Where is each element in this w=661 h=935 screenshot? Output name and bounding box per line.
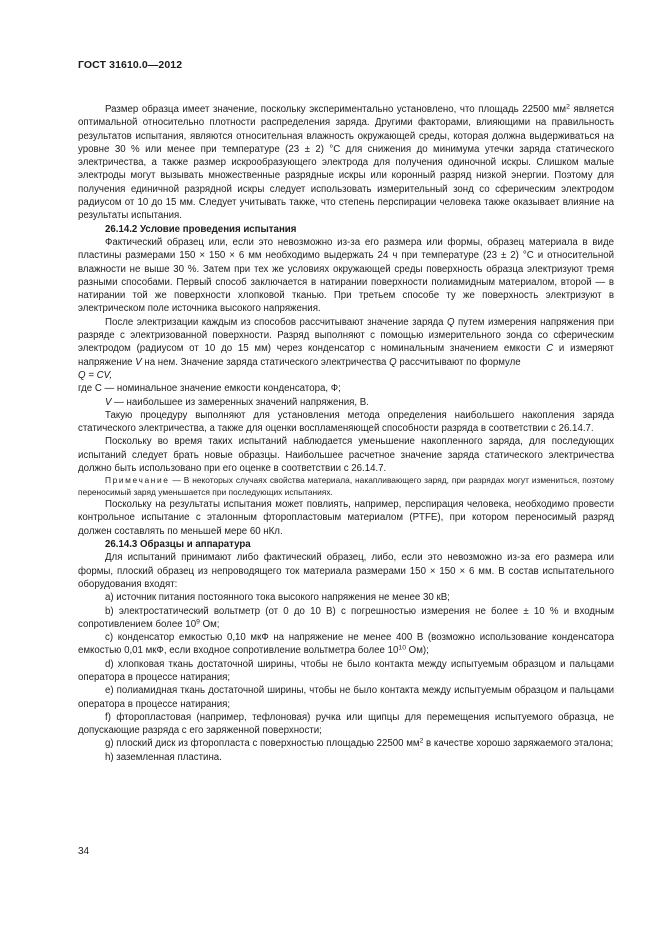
document-header: ГОСТ 31610.0—2012 xyxy=(78,59,183,71)
paragraph-procedure-purpose: Такую процедуру выполняют для установления метода определения наибольшего накопления заряда статического электричества, а также для оценки воспламеняющей способности разряда в соответствии с 26.14.7. xyxy=(78,409,614,435)
where-voltage: V — наибольшее из замеренных значений напряжения, В. xyxy=(105,396,369,408)
list-item-a: а) источник питания постоянного тока высокого напряжения не менее 30 кВ; xyxy=(105,592,450,604)
list-item-e: е) полиамидная ткань достаточной ширины, чтобы не было контакта между испытуемым образцом и пальцами оператора в процессе натирания; xyxy=(78,685,614,710)
note-material-change: Примечание — В некоторых случаях свойства материала, накапливающего заряд, при разрядах могут измениться, поэтому переносимый заряд уменьшается при последующих испытаниях. xyxy=(78,475,614,497)
paragraph-test-conditions: Фактический образец или, если это невозможно из-за его размера или формы, образец материала в виде пластины размерами 150 × 150 × 6 мм необходимо выдержать 24 ч при температуре (23 ± 2) °С и относительной влажности не выше 30 %. Затем при тех же условиях окружающей среды поверхность образца электризуют тремя разными способами. Первый способ заключается в натирании поверхности полиамидным материалом, второй — в натирании той же поверхности хлопковой тканью. При третьем способе ту же поверхность электризуют в электрическом поле источника высокого напряжения. xyxy=(78,236,614,315)
list-item-f: f) фторопластовая (например, тефлоновая) ручка или щипцы для перемещения испытуемого образца, не допускающие разряда с его заряженной поверхности; xyxy=(78,711,614,737)
paragraph-charge-calculation: После электризации каждым из способов рассчитывают значение заряда Q путем измерения напряжения при разряде с электризованной поверхности. Разряд выполняют с помощью измерительного зонда со сферическим электродом (радиусом от 10 до 15 мм) через конденсатор с номинальным значением емкости С и измеряют напряжение V на нем. Значение заряда статического электричества Q рассчитывают по формуле xyxy=(78,316,614,368)
page-number: 34 xyxy=(78,846,90,857)
section-heading-26-14-2: 26.14.2 Условие проведения испытания xyxy=(105,223,297,235)
formula-charge: Q = CV, xyxy=(78,369,113,381)
list-item-h: h) заземленная пластина. xyxy=(105,751,222,763)
list-item-d: d) хлопковая ткань достаточной ширины, чтобы не было контакта между испытуемым образцом и пальцами оператора в процессе натирания; xyxy=(78,658,614,683)
document-body xyxy=(78,103,614,764)
section-heading-26-14-3: 26.14.3 Образцы и аппаратура xyxy=(105,539,251,551)
list-item-b: b) электростатический вольтметр (от 0 до 10 В) с погрешностью измерения не более ± 10 % и входным сопротивлением более $10^9$ Ом; xyxy=(78,605,614,630)
paragraph-sample-size: Размер образца имеет значение, поскольку экспериментально установлено, что площадь 22500 $мм^2$ является оптимальной относительно плотности распределения заряда. Другими факторами, влияющими на правильность результатов испытания, являются относительная влажность окружающей среды, которая должна выдерживаться на уровне 30 % или менее при температуре (23 ± 2) °С для снижения до минимума утечки заряда статического электричества, а также размер искрообразующего электрода для получения одиночной искры. Слишком малые электроды могут вызывать множественные разрядные искры или коронный разряд низкой энергии. Поэтому для получения единичной разрядной искры следует использовать измерительный зонд со сферическим электродом радиусом от 10 до 15 мм. Следует учитывать также, что степень перспирации человека также оказывает влияние на результаты испытания. xyxy=(78,103,614,222)
paragraph-samples-equipment: Для испытаний принимают либо фактический образец, либо, если это невозможно из-за его размера или формы, плоский образец из непроводящего ток материала размерами 150 × 150 × 6 мм. В состав испытательного оборудования входят: xyxy=(78,552,614,590)
paragraph-reference-ptfe: Поскольку на результаты испытания может повлиять, например, перспирация человека, необходимо провести контрольное испытание с эталонным фторопластовым материалом (PTFE), при котором переносимый разряд должен составлять по меньшей мере 60 нКл. xyxy=(78,499,614,537)
list-item-g: g) плоский диск из фторопласта с поверхностью площадью 22500 $мм^2$ в качестве хорошо заряжаемого эталона; xyxy=(105,737,614,750)
list-item-c: с) конденсатор емкостью 0,10 мкФ на напряжение не менее 400 В (возможно использование конденсатора емкостью 0,01 мкФ, если входное сопротивление вольтметра более $10^{10}$ Ом); xyxy=(78,632,614,657)
paragraph-new-samples: Поскольку во время таких испытаний наблюдается уменьшение накопленного заряда, для последующих испытаний следует брать новые образцы. Наибольшее расчетное значение заряда статического электричества должно быть использовано при его оценке в соответствии с 26.14.7. xyxy=(78,436,614,475)
where-capacitance: где С — номинальное значение емкости конденсатора, Ф; xyxy=(78,383,341,395)
